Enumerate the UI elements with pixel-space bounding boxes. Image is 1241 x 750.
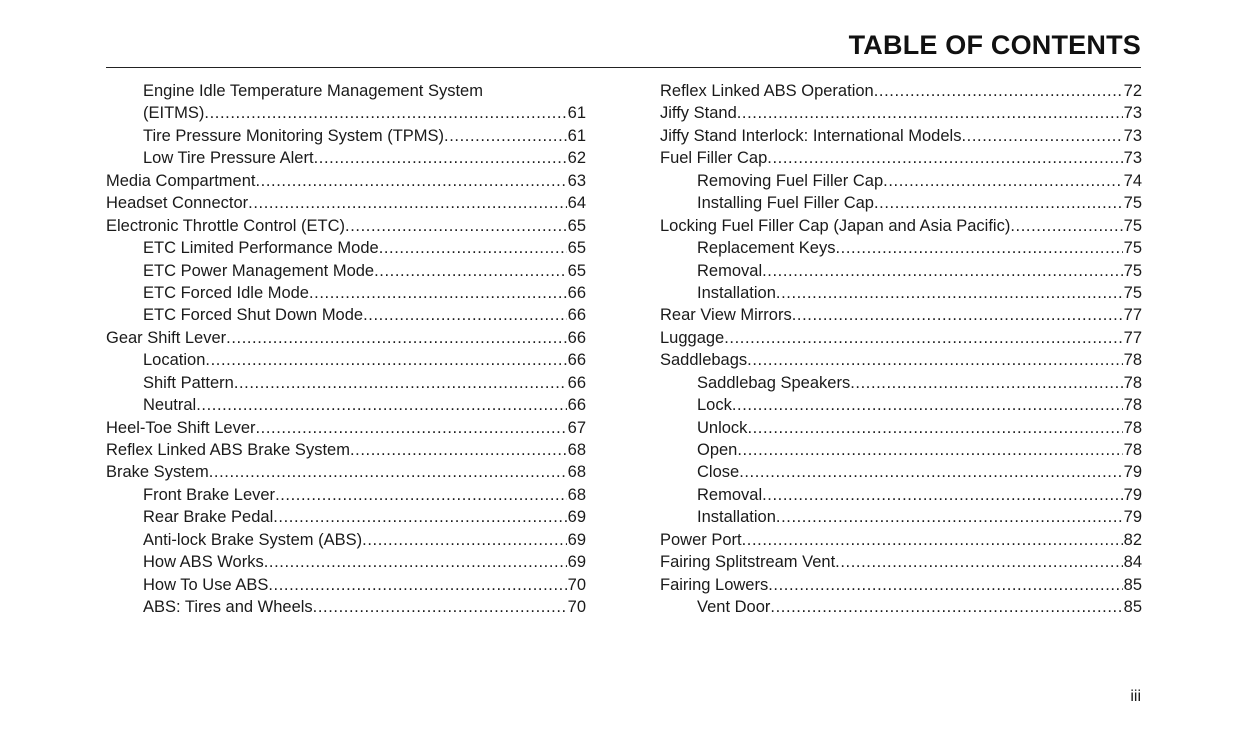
toc-entry[interactable] (106, 574, 586, 596)
toc-entry-label: Neutral (143, 396, 197, 415)
toc-entry-label: (EITMS) (143, 104, 205, 123)
toc-entry-label: Rear Brake Pedal (143, 508, 274, 527)
dot-leader (732, 394, 1123, 416)
toc-entry-label: Open (697, 441, 738, 459)
toc-entry-page: 63 (567, 171, 586, 190)
toc-entry-label: Installing Fuel Filler Cap (697, 194, 874, 213)
dot-leader (204, 102, 566, 124)
toc-entry-label: How To Use ABS (143, 575, 269, 594)
dot-leader (309, 282, 567, 304)
toc-entry-page: 85 (1123, 598, 1142, 617)
dot-leader (1010, 215, 1122, 237)
toc-entry-page: 69 (567, 530, 586, 549)
dot-leader (205, 349, 566, 371)
toc-entry[interactable] (106, 372, 586, 394)
toc-entry-label: Heel-Toe Shift Lever (106, 418, 256, 437)
toc-entry-page: 61 (567, 126, 586, 145)
toc-entry[interactable] (106, 327, 586, 349)
toc-entry-label: Rear View Mirrors (660, 306, 792, 325)
toc-entry-label: Removal (697, 485, 763, 504)
toc-entry-label: ETC Forced Idle Mode (143, 283, 309, 302)
toc-entry[interactable] (660, 484, 1142, 506)
dot-leader (268, 574, 566, 596)
toc-entry-page: 65 (567, 216, 586, 235)
toc-entry-page: 75 (1123, 261, 1142, 280)
toc-entry-page: 79 (1123, 508, 1142, 527)
dot-leader (226, 327, 567, 349)
toc-entry[interactable] (660, 237, 1142, 259)
toc-entry-label: Power Port (660, 530, 742, 549)
dot-leader (737, 102, 1123, 124)
toc-entry[interactable] (106, 349, 586, 371)
dot-leader (273, 506, 566, 528)
toc-entry-label: Shift Pattern (143, 373, 234, 392)
toc-entry[interactable] (106, 596, 586, 618)
dot-leader (256, 417, 567, 439)
dot-leader (747, 349, 1122, 371)
page-number: iii (1130, 688, 1141, 705)
toc-entry-page: 82 (1123, 530, 1142, 549)
toc-entry[interactable] (660, 461, 1142, 483)
toc-entry-page: 75 (1123, 283, 1142, 302)
toc-entry-label: ETC Forced Shut Down Mode (143, 306, 364, 325)
toc-entry[interactable] (660, 282, 1142, 304)
toc-entry-page: 78 (1123, 351, 1142, 370)
toc-entry-label: Low Tire Pressure Alert (143, 149, 314, 168)
toc-entry-label: Vent Door (697, 598, 771, 617)
toc-entry-label: Luggage (660, 328, 725, 347)
toc-entry[interactable] (106, 80, 586, 102)
toc-entry-label: Fairing Lowers (660, 575, 769, 594)
toc-entry-label: Replacement Keys (697, 239, 836, 258)
dot-leader (362, 529, 567, 551)
toc-entry-label: Saddlebag Speakers (697, 373, 851, 392)
toc-entry[interactable] (106, 102, 586, 124)
toc-left-column (106, 80, 586, 619)
toc-entry[interactable] (106, 551, 586, 573)
toc-entry-page: 73 (1123, 104, 1142, 123)
toc-entry[interactable] (106, 461, 586, 483)
toc-entry-page: 78 (1123, 396, 1142, 415)
dot-leader (850, 372, 1122, 394)
dot-leader (379, 237, 567, 259)
toc-entry[interactable] (106, 439, 586, 461)
toc-entry[interactable] (106, 147, 586, 169)
toc-entry[interactable] (660, 394, 1142, 416)
toc-entry[interactable] (106, 215, 586, 237)
toc-entry-page: 68 (567, 441, 586, 459)
dot-leader (209, 461, 567, 483)
toc-entry-page: 75 (1123, 194, 1142, 213)
toc-entry-page: 72 (1123, 82, 1142, 100)
toc-entry-label: Reflex Linked ABS Operation (660, 82, 874, 100)
dot-leader (350, 439, 567, 461)
toc-entry[interactable] (106, 170, 586, 192)
toc-entry[interactable] (106, 282, 586, 304)
toc-entry[interactable] (660, 80, 1142, 102)
toc-entry-label: Gear Shift Lever (106, 328, 227, 347)
toc-entry-label: Electronic Throttle Control (ETC) (106, 216, 346, 235)
toc-entry-label: Front Brake Lever (143, 485, 276, 504)
toc-entry[interactable] (106, 484, 586, 506)
dot-leader (255, 170, 566, 192)
toc-entry[interactable] (106, 304, 586, 326)
dot-leader (770, 596, 1122, 618)
toc-entry[interactable] (106, 529, 586, 551)
toc-entry[interactable] (660, 349, 1142, 371)
toc-entry-page: 62 (567, 149, 586, 168)
dot-leader (762, 260, 1123, 282)
toc-entry-page: 69 (567, 553, 586, 572)
toc-entry-label: Tire Pressure Monitoring System (TPMS) (143, 126, 445, 145)
dot-leader (747, 417, 1122, 439)
toc-entry-page: 66 (567, 306, 586, 325)
toc-entry[interactable] (660, 529, 1142, 551)
toc-entry-label: How ABS Works (143, 553, 264, 572)
dot-leader (776, 282, 1123, 304)
toc-entry-page: 68 (567, 463, 586, 482)
toc-entry[interactable] (106, 237, 586, 259)
dot-leader (234, 372, 567, 394)
toc-entry-page: 66 (567, 351, 586, 370)
toc-entry-label: ABS: Tires and Wheels (143, 598, 313, 617)
toc-entry[interactable] (106, 394, 586, 416)
toc-entry[interactable] (660, 102, 1142, 124)
toc-right-column (660, 80, 1142, 619)
toc-entry-page: 64 (567, 194, 586, 213)
toc-entry-label: Installation (697, 508, 776, 527)
toc-entry-label: Anti-lock Brake System (ABS) (143, 530, 363, 549)
dot-leader (363, 304, 567, 326)
dot-leader (275, 484, 567, 506)
dot-leader (314, 147, 567, 169)
toc-entry-page: 66 (567, 283, 586, 302)
toc-entry[interactable] (660, 506, 1142, 528)
toc-entry[interactable] (660, 439, 1142, 461)
dot-leader (836, 237, 1123, 259)
page-title: TABLE OF CONTENTS (848, 30, 1141, 60)
toc-entry[interactable] (106, 417, 586, 439)
toc-entry-label: Removing Fuel Filler Cap (697, 171, 884, 190)
toc-entry[interactable] (660, 215, 1142, 237)
toc-entry[interactable] (660, 304, 1142, 326)
toc-entry-page: 74 (1123, 171, 1142, 190)
toc-entry-page: 65 (567, 261, 586, 280)
toc-entry-page: 73 (1123, 126, 1142, 145)
toc-entry-label: Reflex Linked ABS Brake System (106, 441, 350, 459)
toc-entry[interactable] (660, 596, 1142, 618)
header-divider (106, 67, 1141, 68)
toc-entry-label: ETC Limited Performance Mode (143, 239, 379, 258)
toc-entry-page: 69 (567, 508, 586, 527)
toc-entry-page: 67 (567, 418, 586, 437)
toc-entry-label: Removal (697, 261, 763, 280)
toc-entry[interactable] (660, 125, 1142, 147)
dot-leader (961, 125, 1122, 147)
toc-entry-label: ETC Power Management Mode (143, 261, 375, 280)
dot-leader (874, 192, 1123, 214)
toc-entry[interactable] (660, 327, 1142, 349)
toc-entry[interactable] (660, 170, 1142, 192)
toc-entry[interactable] (660, 574, 1142, 596)
dot-leader (248, 192, 566, 214)
dot-leader (374, 260, 567, 282)
dot-leader (762, 484, 1123, 506)
toc-entry-page: 68 (567, 485, 586, 504)
dot-leader (345, 215, 567, 237)
toc-entry-page: 78 (1123, 441, 1142, 459)
toc-entry[interactable] (660, 551, 1142, 573)
toc-entry-page: 77 (1123, 328, 1142, 347)
dot-leader (724, 327, 1122, 349)
toc-entry-label: Headset Connector (106, 194, 249, 213)
toc-entry-page: 79 (1123, 485, 1142, 504)
toc-entry-label: Fuel Filler Cap (660, 149, 768, 168)
toc-entry-page: 84 (1123, 553, 1142, 572)
dot-leader (264, 551, 567, 573)
toc-entry-page: 78 (1123, 373, 1142, 392)
dot-leader (313, 596, 567, 618)
toc-entry-page: 66 (567, 373, 586, 392)
toc-entry-page: 75 (1123, 216, 1142, 235)
dot-leader (835, 551, 1122, 573)
toc-entry[interactable] (106, 506, 586, 528)
dot-leader (196, 394, 566, 416)
toc-entry-label: Lock (697, 396, 732, 415)
toc-entry-page: 73 (1123, 149, 1142, 168)
toc-entry[interactable] (660, 372, 1142, 394)
toc-entry[interactable] (660, 192, 1142, 214)
toc-entry-page: 75 (1123, 239, 1142, 258)
toc-entry-page: 78 (1123, 418, 1142, 437)
toc-entry-label: Close (697, 463, 740, 482)
dot-leader (742, 529, 1123, 551)
toc-entry[interactable] (106, 192, 586, 214)
toc-entry-label: Locking Fuel Filler Cap (Japan and Asia Pacific) (660, 216, 1011, 235)
toc-entry-page: 85 (1123, 575, 1142, 594)
toc-entry-label: Unlock (697, 418, 748, 437)
toc-entry-page: 66 (567, 396, 586, 415)
toc-entry-label: Location (143, 351, 206, 370)
dot-leader (776, 506, 1123, 528)
toc-entry-label: Engine Idle Temperature Management System (143, 82, 483, 100)
toc-entry-label: Jiffy Stand Interlock: International Models (660, 126, 962, 145)
dot-leader (768, 574, 1122, 596)
dot-leader (767, 147, 1122, 169)
toc-entry[interactable] (106, 260, 586, 282)
toc-entry-label: Fairing Splitstream Vent (660, 553, 836, 572)
toc-entry[interactable] (106, 125, 586, 147)
toc-entry[interactable] (660, 260, 1142, 282)
toc-entry[interactable] (660, 417, 1142, 439)
dot-leader (739, 461, 1122, 483)
toc-entry-label: Jiffy Stand (660, 104, 737, 123)
dot-leader (883, 170, 1122, 192)
dot-leader (737, 439, 1122, 461)
dot-leader (444, 125, 567, 147)
toc-entry-page: 70 (567, 598, 586, 617)
toc-entry-page: 77 (1123, 306, 1142, 325)
toc-entry-label: Installation (697, 283, 776, 302)
toc-entry-label: Media Compartment (106, 171, 256, 190)
toc-entry-page: 61 (567, 104, 586, 123)
toc-entry-page: 70 (567, 575, 586, 594)
toc-entry-page: 79 (1123, 463, 1142, 482)
dot-leader (792, 304, 1123, 326)
toc-entry-label: Saddlebags (660, 351, 748, 370)
toc-entry-page: 65 (567, 239, 586, 258)
dot-leader (874, 80, 1123, 102)
toc-entry-label: Brake System (106, 463, 209, 482)
toc-entry-page: 66 (567, 328, 586, 347)
toc-entry[interactable] (660, 147, 1142, 169)
